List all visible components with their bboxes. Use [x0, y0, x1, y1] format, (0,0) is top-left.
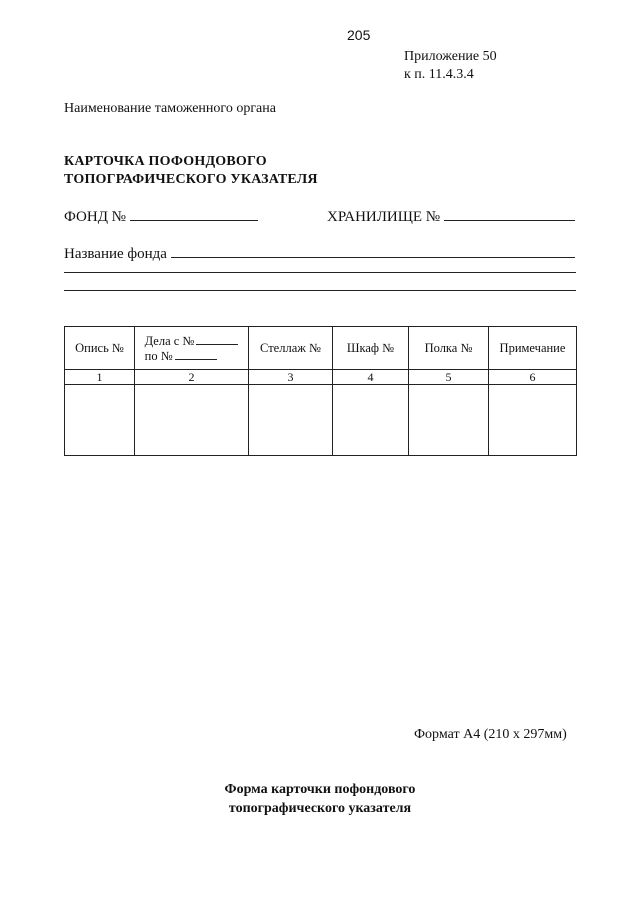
fond-label: ФОНД №	[64, 209, 126, 225]
fond-name-continuation-line-1[interactable]	[64, 272, 576, 273]
header-inventory: Опись №	[65, 327, 135, 370]
column-number: 6	[489, 370, 577, 385]
storage-number-line[interactable]	[444, 206, 575, 221]
page-number: 205	[347, 27, 371, 43]
card-title	[64, 153, 318, 189]
storage-field	[327, 206, 575, 226]
fond-name-continuation-line-2[interactable]	[64, 290, 576, 291]
column-number-row	[65, 370, 577, 385]
table-row	[65, 385, 577, 456]
form-caption	[0, 780, 640, 818]
fond-name-label: Название фонда	[64, 246, 167, 262]
header-cases-to: по №	[144, 348, 173, 363]
header-cases	[135, 327, 249, 370]
cell-shelf[interactable]	[409, 385, 489, 456]
cell-note[interactable]	[489, 385, 577, 456]
cell-inventory[interactable]	[65, 385, 135, 456]
format-note: Формат А4 (210 х 297мм)	[414, 727, 567, 742]
header-shelf: Полка №	[409, 327, 489, 370]
appendix-line-1: Приложение 50	[404, 49, 497, 64]
column-number: 5	[409, 370, 489, 385]
form-caption-line-1: Форма карточки пофондового	[224, 782, 416, 797]
card-title-line-2: ТОПОГРАФИЧЕСКОГО УКАЗАТЕЛЯ	[64, 172, 318, 187]
fond-name-field	[64, 243, 575, 263]
storage-label: ХРАНИЛИЩЕ №	[327, 209, 441, 225]
cases-to-blank	[175, 348, 217, 360]
card-title-line-1: КАРТОЧКА ПОФОНДОВОГО	[64, 154, 267, 169]
column-number: 1	[65, 370, 135, 385]
fond-name-line[interactable]	[171, 243, 575, 258]
header-note: Примечание	[489, 327, 577, 370]
fond-number-line[interactable]	[130, 206, 258, 221]
cell-cabinet[interactable]	[333, 385, 409, 456]
column-number: 2	[135, 370, 249, 385]
cases-from-blank	[196, 333, 238, 345]
appendix-line-2: к п. 11.4.3.4	[404, 67, 474, 82]
cell-cases[interactable]	[135, 385, 249, 456]
header-cabinet: Шкаф №	[333, 327, 409, 370]
cell-rack[interactable]	[249, 385, 333, 456]
form-caption-line-2: топографического указателя	[228, 801, 412, 816]
appendix-reference	[404, 48, 497, 84]
header-rack: Стеллаж №	[249, 327, 333, 370]
column-number: 4	[333, 370, 409, 385]
column-number: 3	[249, 370, 333, 385]
topographic-index-table	[64, 326, 577, 456]
header-cases-from: Дела с №	[144, 333, 195, 348]
organization-label: Наименование таможенного органа	[64, 101, 276, 116]
fond-field	[64, 206, 258, 226]
table-header-row	[65, 327, 577, 370]
